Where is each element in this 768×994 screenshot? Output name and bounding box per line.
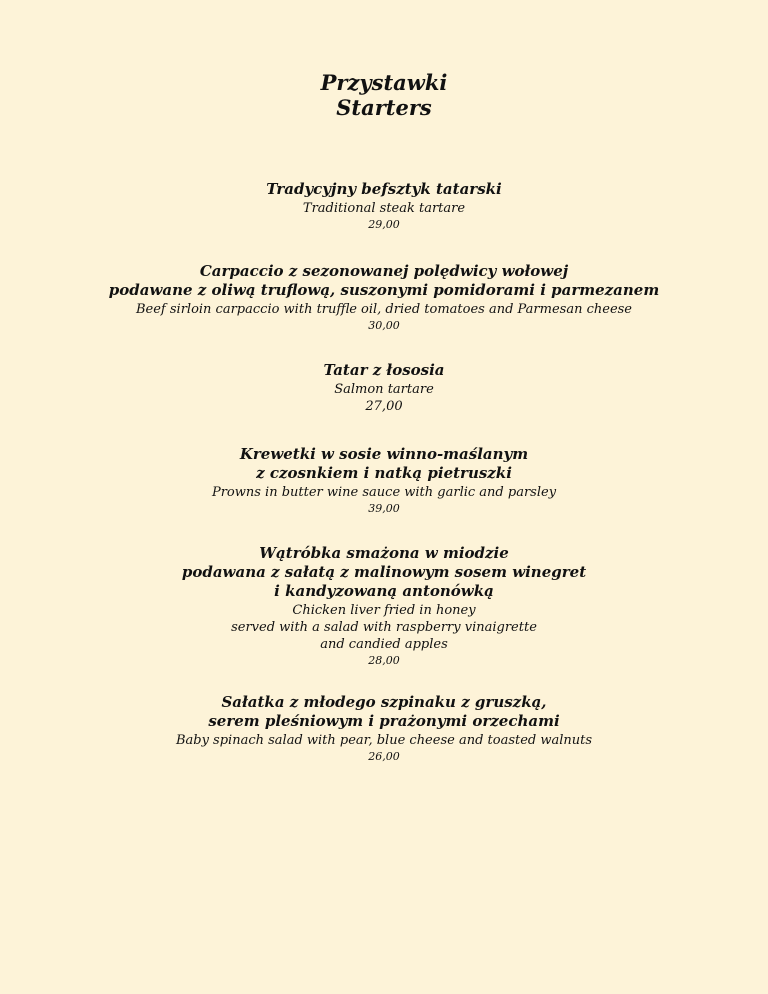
dish-name-line: z czosnkiem i natką pietruszki: [256, 464, 512, 482]
dish-name-line: Wątróbka smażona w miodzie: [259, 544, 509, 562]
page-title: [0, 70, 768, 120]
dish-name: [0, 445, 768, 483]
dish-name: [0, 544, 768, 601]
dish-description: [0, 301, 768, 318]
dish-price: 39,00: [368, 502, 400, 515]
dish-price: 27,00: [365, 399, 403, 414]
dish-name: [0, 693, 768, 731]
menu-item: [0, 361, 768, 415]
dish-name-line: Tradycyjny befsztyk tatarski: [266, 180, 502, 198]
dish-description-line: served with a salad with raspberry vinaigrette: [231, 620, 537, 635]
dish-name: [0, 262, 768, 300]
dish-description: [0, 484, 768, 501]
dish-description-line: Baby spinach salad with pear, blue cheese and toasted walnuts: [175, 733, 593, 748]
dish-description-line: Traditional steak tartare: [302, 201, 466, 216]
dish-name-line: i kandyzowaną antonówką: [274, 582, 494, 600]
dish-name-line: podawana z sałatą z malinowym sosem winegret: [181, 563, 587, 581]
dish-name-line: podawane z oliwą truflową, suszonymi pomidorami i parmezanem: [108, 281, 660, 299]
dish-name: [0, 361, 768, 380]
menu-item: [0, 445, 768, 516]
dish-name-line: Sałatka z młodego szpinaku z gruszką,: [221, 693, 547, 711]
dish-description: [0, 602, 768, 653]
title-english: Starters: [336, 95, 432, 120]
dish-price: 26,00: [368, 750, 400, 763]
dish-description-line: Salmon tartare: [334, 382, 434, 397]
dish-price: 30,00: [368, 319, 400, 332]
dish-name: [0, 180, 768, 199]
dish-name-line: serem pleśniowym i prażonymi orzechami: [208, 712, 560, 730]
menu-item: [0, 544, 768, 668]
menu-item: [0, 693, 768, 764]
dish-description: [0, 200, 768, 217]
dish-description: [0, 732, 768, 749]
menu-item: [0, 180, 768, 232]
dish-price: 29,00: [368, 218, 400, 231]
menu-item: [0, 262, 768, 333]
title-polish: Przystawki: [320, 70, 448, 95]
dish-description-line: Chicken liver fried in honey: [292, 603, 476, 618]
dish-description-line: and candied apples: [320, 637, 448, 652]
dish-name-line: Krewetki w sosie winno-maślanym: [239, 445, 529, 463]
dish-name-line: Carpaccio z sezonowanej polędwicy wołowej: [199, 262, 569, 280]
dish-description-line: Beef sirloin carpaccio with truffle oil, dried tomatoes and Parmesan cheese: [135, 302, 633, 317]
dish-description: [0, 381, 768, 398]
dish-price: 28,00: [368, 654, 400, 667]
dish-name-line: Tatar z łososia: [323, 361, 445, 379]
dish-description-line: Prowns in butter wine sauce with garlic and parsley: [211, 485, 557, 500]
